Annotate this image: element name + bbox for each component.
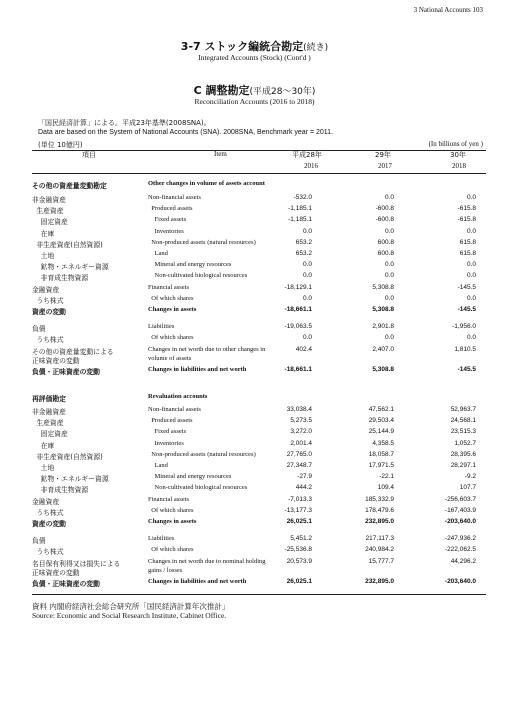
cell-value: 26,025.1 [286, 518, 312, 525]
cell-value: -9.2 [464, 473, 476, 481]
title-jp: 3-7 ストック編統合勘定 [180, 40, 304, 53]
section-title [0, 82, 509, 98]
cell-value: 52,963.7 [450, 406, 476, 413]
row-label-en: Liabilities [148, 535, 175, 543]
header-year-jp: 30年 [450, 151, 466, 159]
cell-value: 0.0 [302, 272, 312, 280]
cell-value: 0.0 [466, 194, 476, 201]
cell-value: 33,038.4 [286, 406, 312, 413]
row-label-en: Non-produced assets (natural resources) [148, 238, 256, 246]
row-label-jp: 負債 [32, 537, 46, 546]
cell-value: 2,407.0 [372, 345, 394, 353]
cell-value: 0.0 [466, 294, 476, 302]
row-label-en: Non-cultivated biological resources [148, 272, 248, 280]
cell-value: 0.0 [302, 261, 312, 269]
header-year-en: 2017 [378, 162, 392, 170]
cell-value: 653.2 [295, 238, 312, 246]
cell-value: -600.8 [375, 216, 394, 224]
row-label-en: Land [148, 250, 168, 257]
row-label-jp: 名目保有利得又は損失による [32, 559, 121, 568]
row-label-en: Changes in assets [148, 306, 197, 313]
row-label-en: Changes in liabilities and net worth [148, 577, 247, 585]
row-label-en: Non-cultivated biological resources [148, 484, 248, 492]
cell-value: 47,562.1 [368, 406, 394, 413]
title-cont: (続き) [303, 43, 329, 53]
cell-value: 600.8 [377, 238, 394, 246]
row-label-en: Changes in net worth due to nominal holding [148, 557, 266, 565]
row-label-en: Changes in net worth due to other changes in [148, 345, 266, 353]
cell-value: -167,403.9 [444, 506, 476, 514]
cell-value: 27,765.0 [286, 450, 312, 458]
cell-value: 107.7 [459, 484, 476, 492]
cell-value: -256,603.7 [444, 495, 476, 503]
row-label-en: Financial assets [148, 495, 189, 503]
row-label-jp: 在庫 [32, 441, 55, 450]
cell-value: -13,177.3 [284, 506, 312, 514]
cell-value: -145.5 [457, 365, 476, 373]
cell-value: 2,901.8 [372, 323, 394, 331]
row-label-jp: うち株式 [32, 296, 64, 305]
header-item-en: Item [214, 150, 227, 158]
row-label-en: Changes in assets [148, 518, 197, 525]
cell-value: 5,308.8 [372, 365, 394, 373]
cell-value: 5,308.8 [372, 283, 394, 291]
cell-value: 3,272.0 [290, 428, 312, 436]
running-head: 3 National Accounts 103 [413, 6, 483, 14]
row-label-jp: 非金融資産 [32, 196, 66, 204]
row-label-jp: 生産資産 [32, 419, 64, 428]
top-rule [32, 150, 486, 151]
row-label-jp: 資産の変動 [32, 308, 66, 316]
row-label-en: Of which shares [148, 334, 194, 342]
cell-value: 0.0 [384, 227, 394, 235]
row-label-en: Of which shares [148, 294, 194, 302]
cell-value: 0.0 [384, 294, 394, 302]
cell-value: 0.0 [466, 261, 476, 269]
row-label-en: Changes in liabilities and net worth [148, 365, 247, 373]
cell-value: -19,063.5 [284, 323, 312, 331]
row-label-jp: 非生産資産(自然資源) [32, 452, 103, 461]
cell-value: 5,273.5 [290, 417, 312, 425]
row-label-jp: 固定資産 [32, 430, 68, 439]
cell-value: 15,777.7 [368, 557, 394, 565]
row-label-jp: 非生産資産(自然資源) [32, 240, 103, 249]
cell-value: -18,129.1 [284, 283, 312, 291]
cell-value: 402.4 [295, 345, 312, 353]
row-label-jp: 土地 [32, 252, 55, 260]
cell-value: 615.8 [459, 250, 476, 257]
cell-value: -1,185.1 [288, 216, 312, 224]
row-label-jp: 非育成生物資源 [32, 274, 89, 283]
cell-value: -25,536.8 [284, 546, 312, 554]
cell-value: -145.5 [457, 283, 476, 291]
cell-value: 0.0 [302, 294, 312, 302]
row-label-en: Non-produced assets (natural resources) [148, 450, 256, 458]
section-period: (平成28～30年) [249, 87, 316, 97]
row-label-jp: 金融資産 [32, 285, 60, 294]
cell-value: 1,052.7 [454, 439, 476, 447]
row-label-jp: 非金融資産 [32, 408, 66, 416]
cell-value: 0.0 [302, 334, 312, 342]
note-jp: 「国民経済計算」による。平成23年基準(2008SNA)。 [38, 119, 211, 127]
cell-value: 25,144.9 [368, 428, 394, 436]
cell-value: 0.0 [384, 194, 394, 201]
cell-value: -18,661.1 [284, 306, 312, 313]
row-label-jp: 固定資産 [32, 218, 68, 227]
cell-value: -222,062.5 [444, 546, 476, 554]
row-label-en: Land [148, 462, 168, 469]
cell-value: -600.8 [375, 205, 394, 213]
cell-value: -27.9 [297, 473, 312, 481]
bottom-rule [32, 594, 486, 595]
row-label-jp: 土地 [32, 464, 55, 472]
cell-value: -203,640.0 [444, 518, 476, 525]
cell-value: -1,956.0 [452, 323, 476, 331]
row-label-jp: 正味資産の変動 [32, 568, 80, 577]
cell-value: 178,479.6 [365, 506, 394, 514]
cell-value: 1,810.5 [454, 345, 476, 353]
row-label-en: Financial assets [148, 283, 189, 291]
section-heading-en: Revaluation accounts [148, 393, 208, 400]
cell-value: 0.0 [384, 261, 394, 269]
cell-value: 44,296.2 [450, 557, 476, 565]
row-label-en: Of which shares [148, 546, 194, 554]
cell-value: 615.8 [459, 238, 476, 246]
cell-value: 217,117.3 [365, 535, 394, 543]
section-heading-en: Other changes in volume of assets account [148, 180, 265, 187]
cell-value: 232,895.0 [365, 518, 394, 525]
section-title-jp: C 調整勘定 [193, 84, 250, 97]
row-label-en: Fixed assets [148, 216, 187, 224]
section-heading-jp: その他の資産量変動勘定 [32, 182, 107, 190]
cell-value: -247,936.2 [444, 535, 476, 543]
cell-value: 232,895.0 [365, 577, 394, 585]
cell-value: 18,058.7 [368, 450, 394, 458]
cell-value: 28,395.6 [450, 450, 476, 458]
row-label-en: volume of assets [148, 354, 192, 362]
cell-value: -615.8 [457, 205, 476, 213]
header-rule [32, 173, 486, 174]
cell-value: 23,515.3 [450, 428, 476, 436]
cell-value: -1,185.1 [288, 205, 312, 213]
header-item-jp: 項目 [82, 151, 96, 159]
cell-value: 600.8 [377, 250, 394, 257]
cell-value: 2,001.4 [290, 439, 312, 447]
cell-value: 26,025.1 [286, 577, 312, 585]
section-heading-jp: 再評価勘定 [32, 395, 66, 403]
row-label-en: Inventories [148, 227, 184, 235]
cell-value: 0.0 [302, 227, 312, 235]
cell-value: 17,971.5 [368, 462, 394, 469]
row-label-jp: 在庫 [32, 229, 55, 238]
cell-value: 0.0 [466, 272, 476, 280]
row-label-jp: 負債 [32, 325, 46, 334]
row-label-jp: 金融資産 [32, 497, 60, 506]
row-label-en: Liabilities [148, 323, 175, 331]
cell-value: -7,013.3 [288, 495, 312, 503]
row-label-en: Non-financial assets [148, 406, 201, 413]
cell-value: 109.4 [377, 484, 394, 492]
cell-value: 444.2 [295, 484, 312, 492]
row-label-en: Of which shares [148, 506, 194, 514]
title-en: Integrated Accounts (Stock) (Cont'd ) [198, 53, 311, 62]
cell-value: -145.5 [457, 306, 476, 313]
unit-jp: (単位 10億円) [38, 141, 83, 149]
row-label-jp: 生産資産 [32, 207, 64, 216]
row-label-en: Inventories [148, 439, 184, 447]
cell-value: 28,297.1 [450, 462, 476, 469]
cell-value: -203,640.0 [444, 577, 476, 585]
row-label-en: Non-financial assets [148, 194, 201, 201]
cell-value: 5,308.8 [372, 306, 394, 313]
source-en: Source: Economic and Social Research Institute, Cabinet Office. [32, 611, 227, 620]
cell-value: 0.0 [466, 227, 476, 235]
row-label-en: Produced assets [148, 205, 193, 213]
cell-value: 29,503.4 [368, 417, 394, 425]
cell-value: 0.0 [384, 272, 394, 280]
cell-value: 0.0 [466, 334, 476, 342]
header-year-jp: 29年 [375, 151, 391, 159]
row-label-jp: うち株式 [32, 336, 64, 345]
cell-value: 4,358.5 [372, 439, 394, 447]
row-label-jp: その他の資産量変動による [32, 347, 114, 356]
cell-value: 653.2 [295, 250, 312, 257]
cell-value: 5,451.2 [290, 535, 312, 543]
cell-value: -22.1 [379, 473, 394, 481]
table-title [0, 38, 509, 54]
row-label-en: Mineral and energy resources [148, 473, 232, 481]
row-label-en: Mineral and energy resources [148, 261, 232, 269]
header-year-en: 2018 [452, 162, 466, 170]
cell-value: 24,568.1 [450, 417, 476, 425]
header-year-jp: 平成28年 [292, 151, 322, 159]
row-label-jp: うち株式 [32, 508, 64, 517]
row-label-jp: 資産の変動 [32, 520, 66, 528]
note-en: Data are based on the System of National Accounts (SNA). 2008SNA, Benchmark year = 2011. [38, 129, 334, 136]
cell-value: 20,573.9 [286, 557, 312, 565]
row-label-jp: 鉱物・エネルギー資源 [32, 263, 109, 272]
row-label-jp: 非育成生物資源 [32, 486, 89, 495]
source-jp: 資料 内閣府経済社会総合研究所「国民経済計算年次推計」 [32, 602, 230, 611]
header-year-en: 2016 [304, 162, 318, 170]
cell-value: 27,348.7 [286, 462, 312, 469]
row-label-jp: 負債・正味資産の変動 [32, 579, 100, 588]
cell-value: 185,332.9 [365, 495, 394, 503]
row-label-en: Fixed assets [148, 428, 187, 436]
cell-value: -18,661.1 [284, 365, 312, 373]
cell-value: -615.8 [457, 216, 476, 224]
cell-value: -532.0 [293, 194, 312, 201]
row-label-jp: 正味資産の変動 [32, 356, 80, 365]
section-title-en: Reconciliation Accounts (2016 to 2018) [194, 97, 315, 106]
cell-value: 0.0 [384, 334, 394, 342]
cell-value: 240,984.2 [365, 546, 394, 554]
row-label-jp: うち株式 [32, 548, 64, 557]
unit-en: (In billions of yen ) [428, 140, 483, 148]
row-label-en: gains / losses [148, 566, 183, 574]
row-label-en: Produced assets [148, 417, 193, 425]
row-label-jp: 鉱物・エネルギー資源 [32, 475, 109, 484]
row-label-jp: 負債・正味資産の変動 [32, 367, 100, 376]
